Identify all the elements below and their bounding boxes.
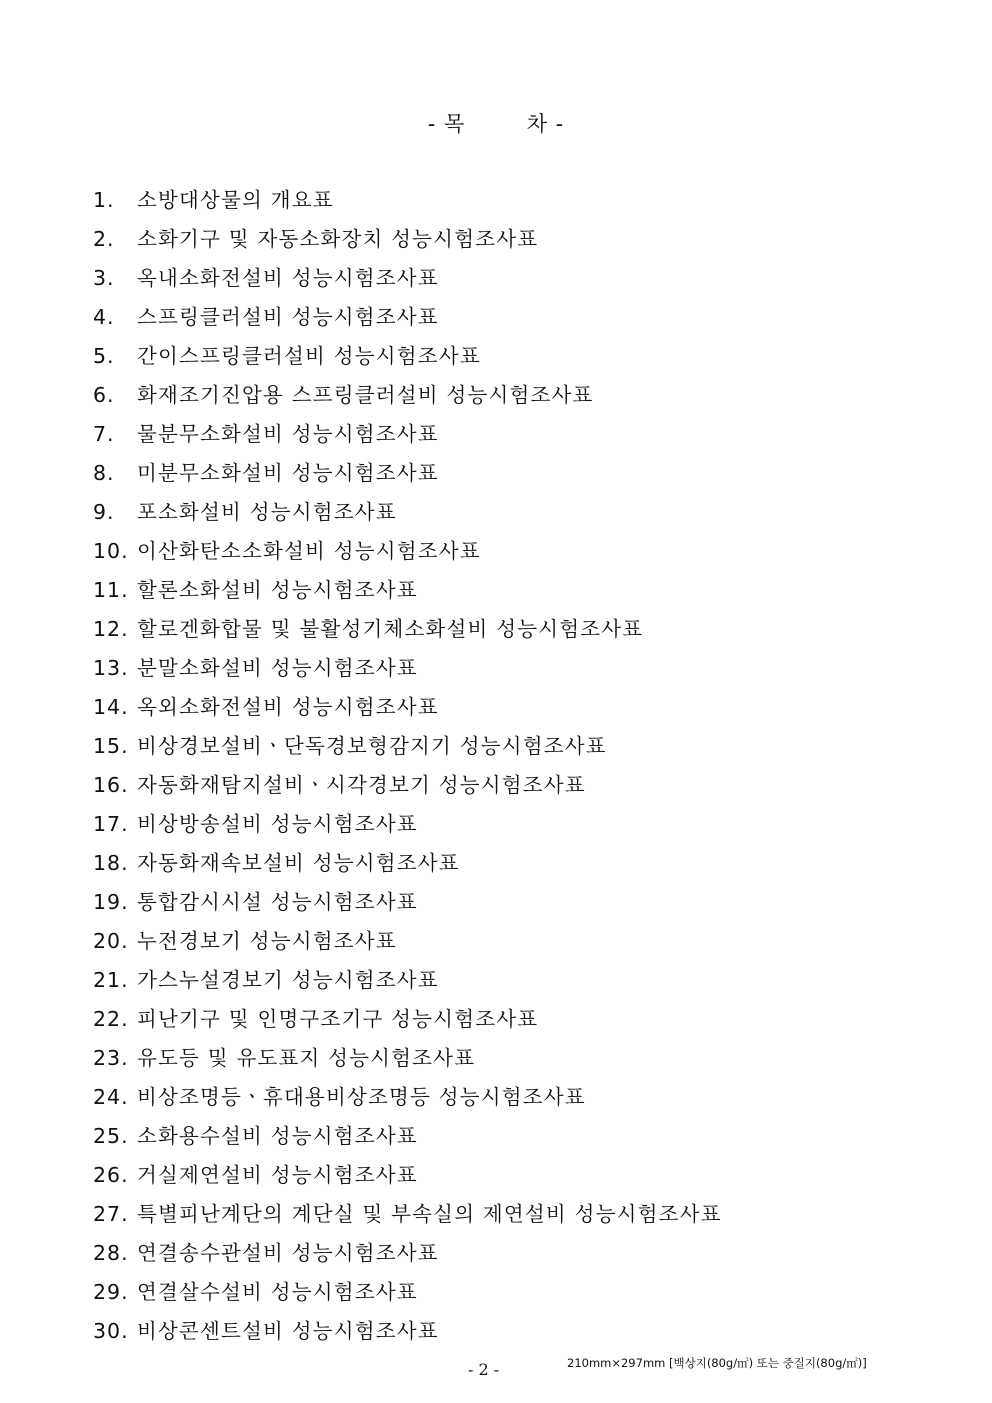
toc-item-text: 비상콘센트설비 성능시험조사표 xyxy=(137,1319,439,1343)
toc-item xyxy=(93,1000,722,1039)
toc-item-text: 연결살수설비 성능시험조사표 xyxy=(137,1280,418,1304)
toc-item xyxy=(93,259,722,298)
toc-item-text: 할로겐화합물 및 불활성기체소화설비 성능시험조사표 xyxy=(137,617,644,641)
toc-item xyxy=(93,1117,722,1156)
toc-item-number: 22. xyxy=(93,1007,129,1031)
toc-item-text: 누전경보기 성능시험조사표 xyxy=(137,929,397,953)
toc-item xyxy=(93,571,722,610)
toc-item xyxy=(93,688,722,727)
toc-item-number: 25. xyxy=(93,1124,129,1148)
paper-spec: 210mm×297mm [백상지(80g/㎡) 또는 중질지(80g/㎡)] xyxy=(567,1356,867,1370)
toc-item xyxy=(93,766,722,805)
toc-item-text: 이산화탄소소화설비 성능시험조사표 xyxy=(137,539,481,563)
toc-item-number: 1. xyxy=(93,188,115,212)
page-title: - 목 차 - xyxy=(427,112,565,136)
toc-item-text: 통합감시시설 성능시험조사표 xyxy=(137,890,418,914)
toc-item xyxy=(93,610,722,649)
toc-item xyxy=(93,376,722,415)
toc-item-number: 9. xyxy=(93,500,115,524)
toc-item-number: 17. xyxy=(93,812,129,836)
toc-item xyxy=(93,493,722,532)
toc-item-text: 소방대상물의 개요표 xyxy=(137,188,334,212)
toc-item xyxy=(93,181,722,220)
toc-item-number: 27. xyxy=(93,1202,129,1226)
toc-item-number: 24. xyxy=(93,1085,129,1109)
toc-item-text: 비상조명등ㆍ휴대용비상조명등 성능시험조사표 xyxy=(137,1085,586,1109)
toc-item xyxy=(93,415,722,454)
toc-item-number: 3. xyxy=(93,266,115,290)
toc-item xyxy=(93,1078,722,1117)
toc-item xyxy=(93,922,722,961)
toc-item xyxy=(93,1273,722,1312)
toc-item-text: 거실제연설비 성능시험조사표 xyxy=(137,1163,418,1187)
toc-item-number: 5. xyxy=(93,344,115,368)
toc-item-number: 6. xyxy=(93,383,115,407)
toc-item-number: 12. xyxy=(93,617,129,641)
toc-item xyxy=(93,844,722,883)
toc-item-number: 18. xyxy=(93,851,129,875)
toc-item xyxy=(93,961,722,1000)
toc-item-number: 16. xyxy=(93,773,129,797)
toc-item xyxy=(93,298,722,337)
toc-item xyxy=(93,649,722,688)
toc-item-number: 11. xyxy=(93,578,129,602)
toc-item-text: 옥외소화전설비 성능시험조사표 xyxy=(137,695,439,719)
toc-item-text: 소화기구 및 자동소화장치 성능시험조사표 xyxy=(137,227,539,251)
toc-item-number: 7. xyxy=(93,422,115,446)
toc-item xyxy=(93,1234,722,1273)
toc-item-text: 포소화설비 성능시험조사표 xyxy=(137,500,397,524)
toc-item-text: 가스누설경보기 성능시험조사표 xyxy=(137,968,439,992)
toc-item-number: 19. xyxy=(93,890,129,914)
toc-item xyxy=(93,805,722,844)
toc-item-number: 20. xyxy=(93,929,129,953)
toc-item-number: 29. xyxy=(93,1280,129,1304)
toc-item-text: 화재조기진압용 스프링클러설비 성능시험조사표 xyxy=(137,383,594,407)
toc-item-text: 물분무소화설비 성능시험조사표 xyxy=(137,422,439,446)
toc-item-text: 미분무소화설비 성능시험조사표 xyxy=(137,461,439,485)
toc-item-number: 13. xyxy=(93,656,129,680)
toc-item-number: 15. xyxy=(93,734,129,758)
toc-item xyxy=(93,220,722,259)
toc-item-text: 유도등 및 유도표지 성능시험조사표 xyxy=(137,1046,476,1070)
toc-item-text: 소화용수설비 성능시험조사표 xyxy=(137,1124,418,1148)
toc-item-text: 비상방송설비 성능시험조사표 xyxy=(137,812,418,836)
toc-item-number: 21. xyxy=(93,968,129,992)
toc-item-text: 피난기구 및 인명구조기구 성능시험조사표 xyxy=(137,1007,539,1031)
toc-item xyxy=(93,883,722,922)
toc-item xyxy=(93,337,722,376)
toc-item-number: 8. xyxy=(93,461,115,485)
toc-item-text: 자동화재속보설비 성능시험조사표 xyxy=(137,851,460,875)
page-number: - 2 - xyxy=(468,1360,500,1379)
toc-item xyxy=(93,1039,722,1078)
toc-item xyxy=(93,532,722,571)
toc-item-text: 특별피난계단의 계단실 및 부속실의 제연설비 성능시험조사표 xyxy=(137,1202,722,1226)
toc-item-text: 간이스프링클러설비 성능시험조사표 xyxy=(137,344,481,368)
toc-item-text: 스프링클러설비 성능시험조사표 xyxy=(137,305,439,329)
toc-item xyxy=(93,1156,722,1195)
toc-item-text: 옥내소화전설비 성능시험조사표 xyxy=(137,266,439,290)
toc-item-number: 28. xyxy=(93,1241,129,1265)
toc-item-number: 14. xyxy=(93,695,129,719)
toc-item-text: 자동화재탐지설비ㆍ시각경보기 성능시험조사표 xyxy=(137,773,586,797)
toc-item-number: 2. xyxy=(93,227,115,251)
toc-item-number: 4. xyxy=(93,305,115,329)
toc-item-text: 분말소화설비 성능시험조사표 xyxy=(137,656,418,680)
toc-item-text: 비상경보설비ㆍ단독경보형감지기 성능시험조사표 xyxy=(137,734,607,758)
toc-item-number: 30. xyxy=(93,1319,129,1343)
toc-item-number: 26. xyxy=(93,1163,129,1187)
toc-item xyxy=(93,1312,722,1351)
toc-item-text: 연결송수관설비 성능시험조사표 xyxy=(137,1241,439,1265)
toc-item-number: 23. xyxy=(93,1046,129,1070)
toc-item-text: 할론소화설비 성능시험조사표 xyxy=(137,578,418,602)
toc-item xyxy=(93,454,722,493)
toc-item xyxy=(93,1195,722,1234)
table-of-contents xyxy=(93,181,722,1351)
toc-item xyxy=(93,727,722,766)
toc-item-number: 10. xyxy=(93,539,129,563)
